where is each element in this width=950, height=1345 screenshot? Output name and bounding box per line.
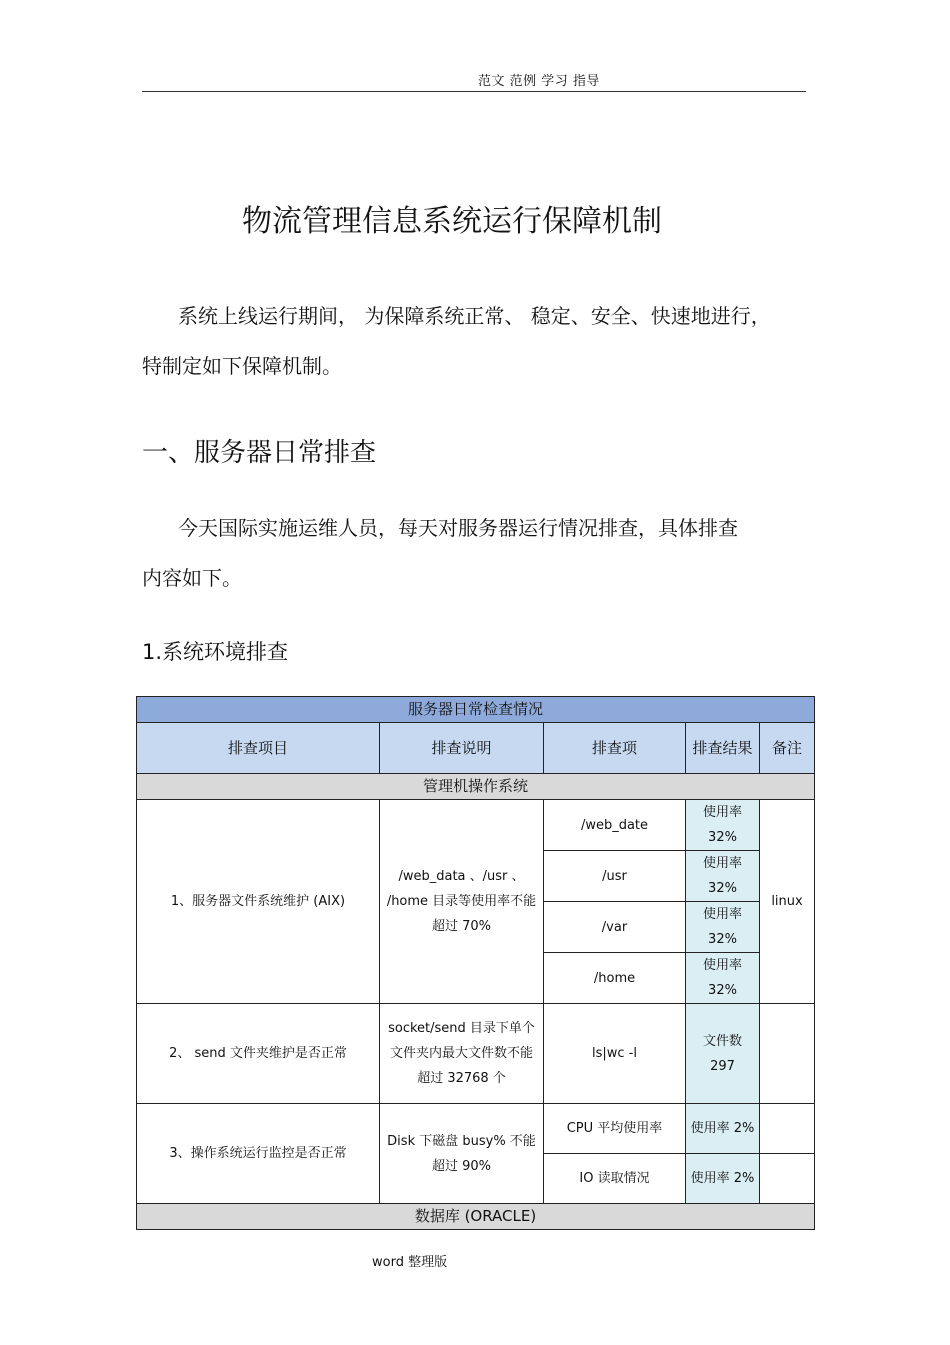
row1-item: 1、服务器文件系统维护 (AIX): [137, 800, 380, 1004]
page-header: 范文 范例 学习 指导: [478, 74, 600, 89]
row3-note-2: [760, 1154, 815, 1204]
row3-check-1: CPU 平均使用率: [544, 1104, 686, 1154]
section-line-2: 内容如下。: [142, 566, 242, 590]
intro-line-2: 特制定如下保障机制。: [142, 354, 342, 378]
table-caption: 服务器日常检查情况: [137, 697, 815, 723]
row1-desc: /web_data 、/usr 、 /home 目录等使用率不能超过 70%: [380, 800, 544, 1004]
row3-desc: Disk 下磁盘 busy% 不能超过 90%: [380, 1104, 544, 1204]
header-item: 排查项目: [137, 723, 380, 774]
row1-result-4: 使用率 32%: [686, 953, 760, 1004]
row2-desc: socket/send 目录下单个文件夹内最大文件数不能超过 32768 个: [380, 1004, 544, 1104]
row1-result-2: 使用率 32%: [686, 851, 760, 902]
group-os: 管理机操作系统: [137, 774, 815, 800]
row3-check-2: IO 读取情况: [544, 1154, 686, 1204]
section-paragraph: [142, 503, 792, 603]
group-db: 数据库 (ORACLE): [137, 1204, 815, 1230]
row3-item: 3、操作系统运行监控是否正常: [137, 1104, 380, 1204]
subsection-heading: 1.系统环境排查: [142, 640, 289, 664]
server-check-table: [136, 696, 815, 1230]
intro-line-1: 系统上线运行期间， 为保障系统正常、 稳定、安全、快速地进行，: [178, 304, 771, 328]
section-heading: 一、服务器日常排查: [142, 438, 377, 468]
header-note: 备注: [760, 723, 815, 774]
row2-note: [760, 1004, 815, 1104]
row3-result-2: 使用率 2%: [686, 1154, 760, 1204]
header-desc: 排查说明: [380, 723, 544, 774]
document-title: 物流管理信息系统运行保障机制: [242, 204, 662, 239]
row1-check-4: /home: [544, 953, 686, 1004]
row2-result: 文件数 297: [686, 1004, 760, 1104]
row1-result-1: 使用率 32%: [686, 800, 760, 851]
intro-paragraph: [142, 291, 792, 391]
page-footer: word 整理版: [372, 1255, 448, 1270]
header-check: 排查项: [544, 723, 686, 774]
row3-note-1: [760, 1104, 815, 1154]
header-result: 排查结果: [686, 723, 760, 774]
row2-check: ls|wc -l: [544, 1004, 686, 1104]
row1-result-3: 使用率 32%: [686, 902, 760, 953]
row3-result-1: 使用率 2%: [686, 1104, 760, 1154]
header-divider: [142, 91, 806, 92]
row1-check-3: /var: [544, 902, 686, 953]
row1-check-1: /web_date: [544, 800, 686, 851]
section-line-1: 今天国际实施运维人员，每天对服务器运行情况排查，具体排查: [178, 516, 738, 540]
row2-item: 2、 send 文件夹维护是否正常: [137, 1004, 380, 1104]
row1-note: linux: [760, 800, 815, 1004]
row1-check-2: /usr: [544, 851, 686, 902]
